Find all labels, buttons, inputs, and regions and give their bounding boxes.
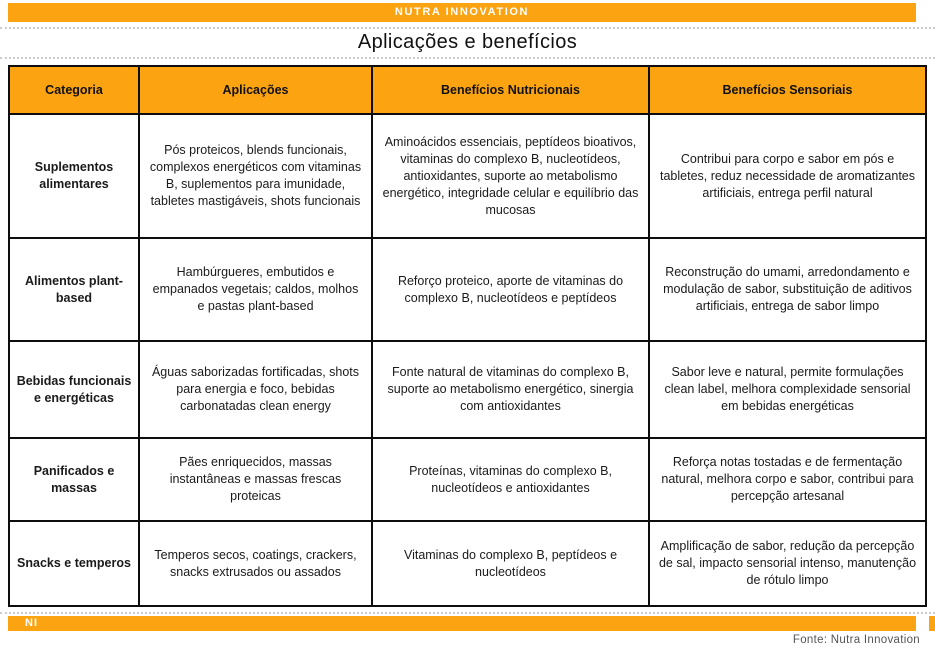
header-aplicacoes: Aplicações bbox=[139, 66, 372, 114]
cell-aplicacoes: Pães enriquecidos, massas instantâneas e massas frescas proteicas bbox=[139, 438, 372, 521]
header-categoria: Categoria bbox=[9, 66, 139, 114]
dotted-divider-top bbox=[0, 27, 935, 29]
cell-beneficios-nutricionais: Aminoácidos essenciais, peptídeos bioativos, vitaminas do complexo B, nucleotídeos, antioxidantes, suporte ao metabolismo energético, integridade celular e equilíbrio das mucosas bbox=[372, 114, 649, 238]
page-title: Aplicações e benefícios bbox=[357, 31, 578, 53]
cell-beneficios-sensoriais: Sabor leve e natural, permite formulações clean label, melhora complexidade sensorial em bebidas energéticas bbox=[649, 341, 926, 438]
cell-categoria: Alimentos plant-based bbox=[9, 238, 139, 341]
table-header-row bbox=[9, 66, 926, 114]
cell-beneficios-nutricionais: Reforço proteico, aporte de vitaminas do complexo B, nucleotídeos e peptídeos bbox=[372, 238, 649, 341]
table-row bbox=[9, 438, 926, 521]
cell-aplicacoes: Temperos secos, coatings, crackers, snacks extrusados ou assados bbox=[139, 521, 372, 606]
source-credit: Fonte: Nutra Innovation bbox=[792, 634, 920, 646]
cell-aplicacoes: Pós proteicos, blends funcionais, complexos energéticos com vitaminas B, suplementos para imunidade, tabletes mastigáveis, shots funcionais bbox=[139, 114, 372, 238]
dotted-divider-under-title bbox=[0, 57, 935, 59]
cell-categoria: Panificados e massas bbox=[9, 438, 139, 521]
cell-aplicacoes: Hambúrgueres, embutidos e empanados vegetais; caldos, molhos e pastas plant-based bbox=[139, 238, 372, 341]
top-banner: NUTRA INNOVATION bbox=[8, 3, 916, 22]
cell-beneficios-nutricionais: Proteínas, vitaminas do complexo B, nucleotídeos e antioxidantes bbox=[372, 438, 649, 521]
applications-benefits-table-container bbox=[8, 65, 925, 607]
cell-beneficios-nutricionais: Vitaminas do complexo B, peptídeos e nucleotídeos bbox=[372, 521, 649, 606]
cell-categoria: Snacks e temperos bbox=[9, 521, 139, 606]
cell-beneficios-sensoriais: Contribui para corpo e sabor em pós e tabletes, reduz necessidade de aromatizantes artificiais, entrega perfil natural bbox=[649, 114, 926, 238]
dotted-divider-bottom bbox=[0, 612, 935, 614]
cell-beneficios-sensoriais: Amplificação de sabor, redução da percepção de sal, impacto sensorial intenso, manutenção de rótulo limpo bbox=[649, 521, 926, 606]
header-beneficios-nutricionais: Benefícios Nutricionais bbox=[372, 66, 649, 114]
footer-bar-right-nub bbox=[929, 616, 935, 631]
cell-beneficios-nutricionais: Fonte natural de vitaminas do complexo B, suporte ao metabolismo energético, sinergia com antioxidantes bbox=[372, 341, 649, 438]
cell-categoria: Suplementos alimentares bbox=[9, 114, 139, 238]
table-row bbox=[9, 521, 926, 606]
header-beneficios-sensoriais: Benefícios Sensoriais bbox=[649, 66, 926, 114]
cell-beneficios-sensoriais: Reforça notas tostadas e de fermentação natural, melhora corpo e sabor, contribui para percepção artesanal bbox=[649, 438, 926, 521]
applications-benefits-table bbox=[8, 65, 927, 607]
cell-beneficios-sensoriais: Reconstrução do umami, arredondamento e modulação de sabor, substituição de aditivos artificiais, entrega de sabor limpo bbox=[649, 238, 926, 341]
table-row bbox=[9, 114, 926, 238]
footer-brand-bar: NI bbox=[8, 616, 916, 631]
cell-categoria: Bebidas funcionais e energéticas bbox=[9, 341, 139, 438]
table-row bbox=[9, 238, 926, 341]
cell-aplicacoes: Águas saborizadas fortificadas, shots para energia e foco, bebidas carbonatadas clean energy bbox=[139, 341, 372, 438]
table-row bbox=[9, 341, 926, 438]
